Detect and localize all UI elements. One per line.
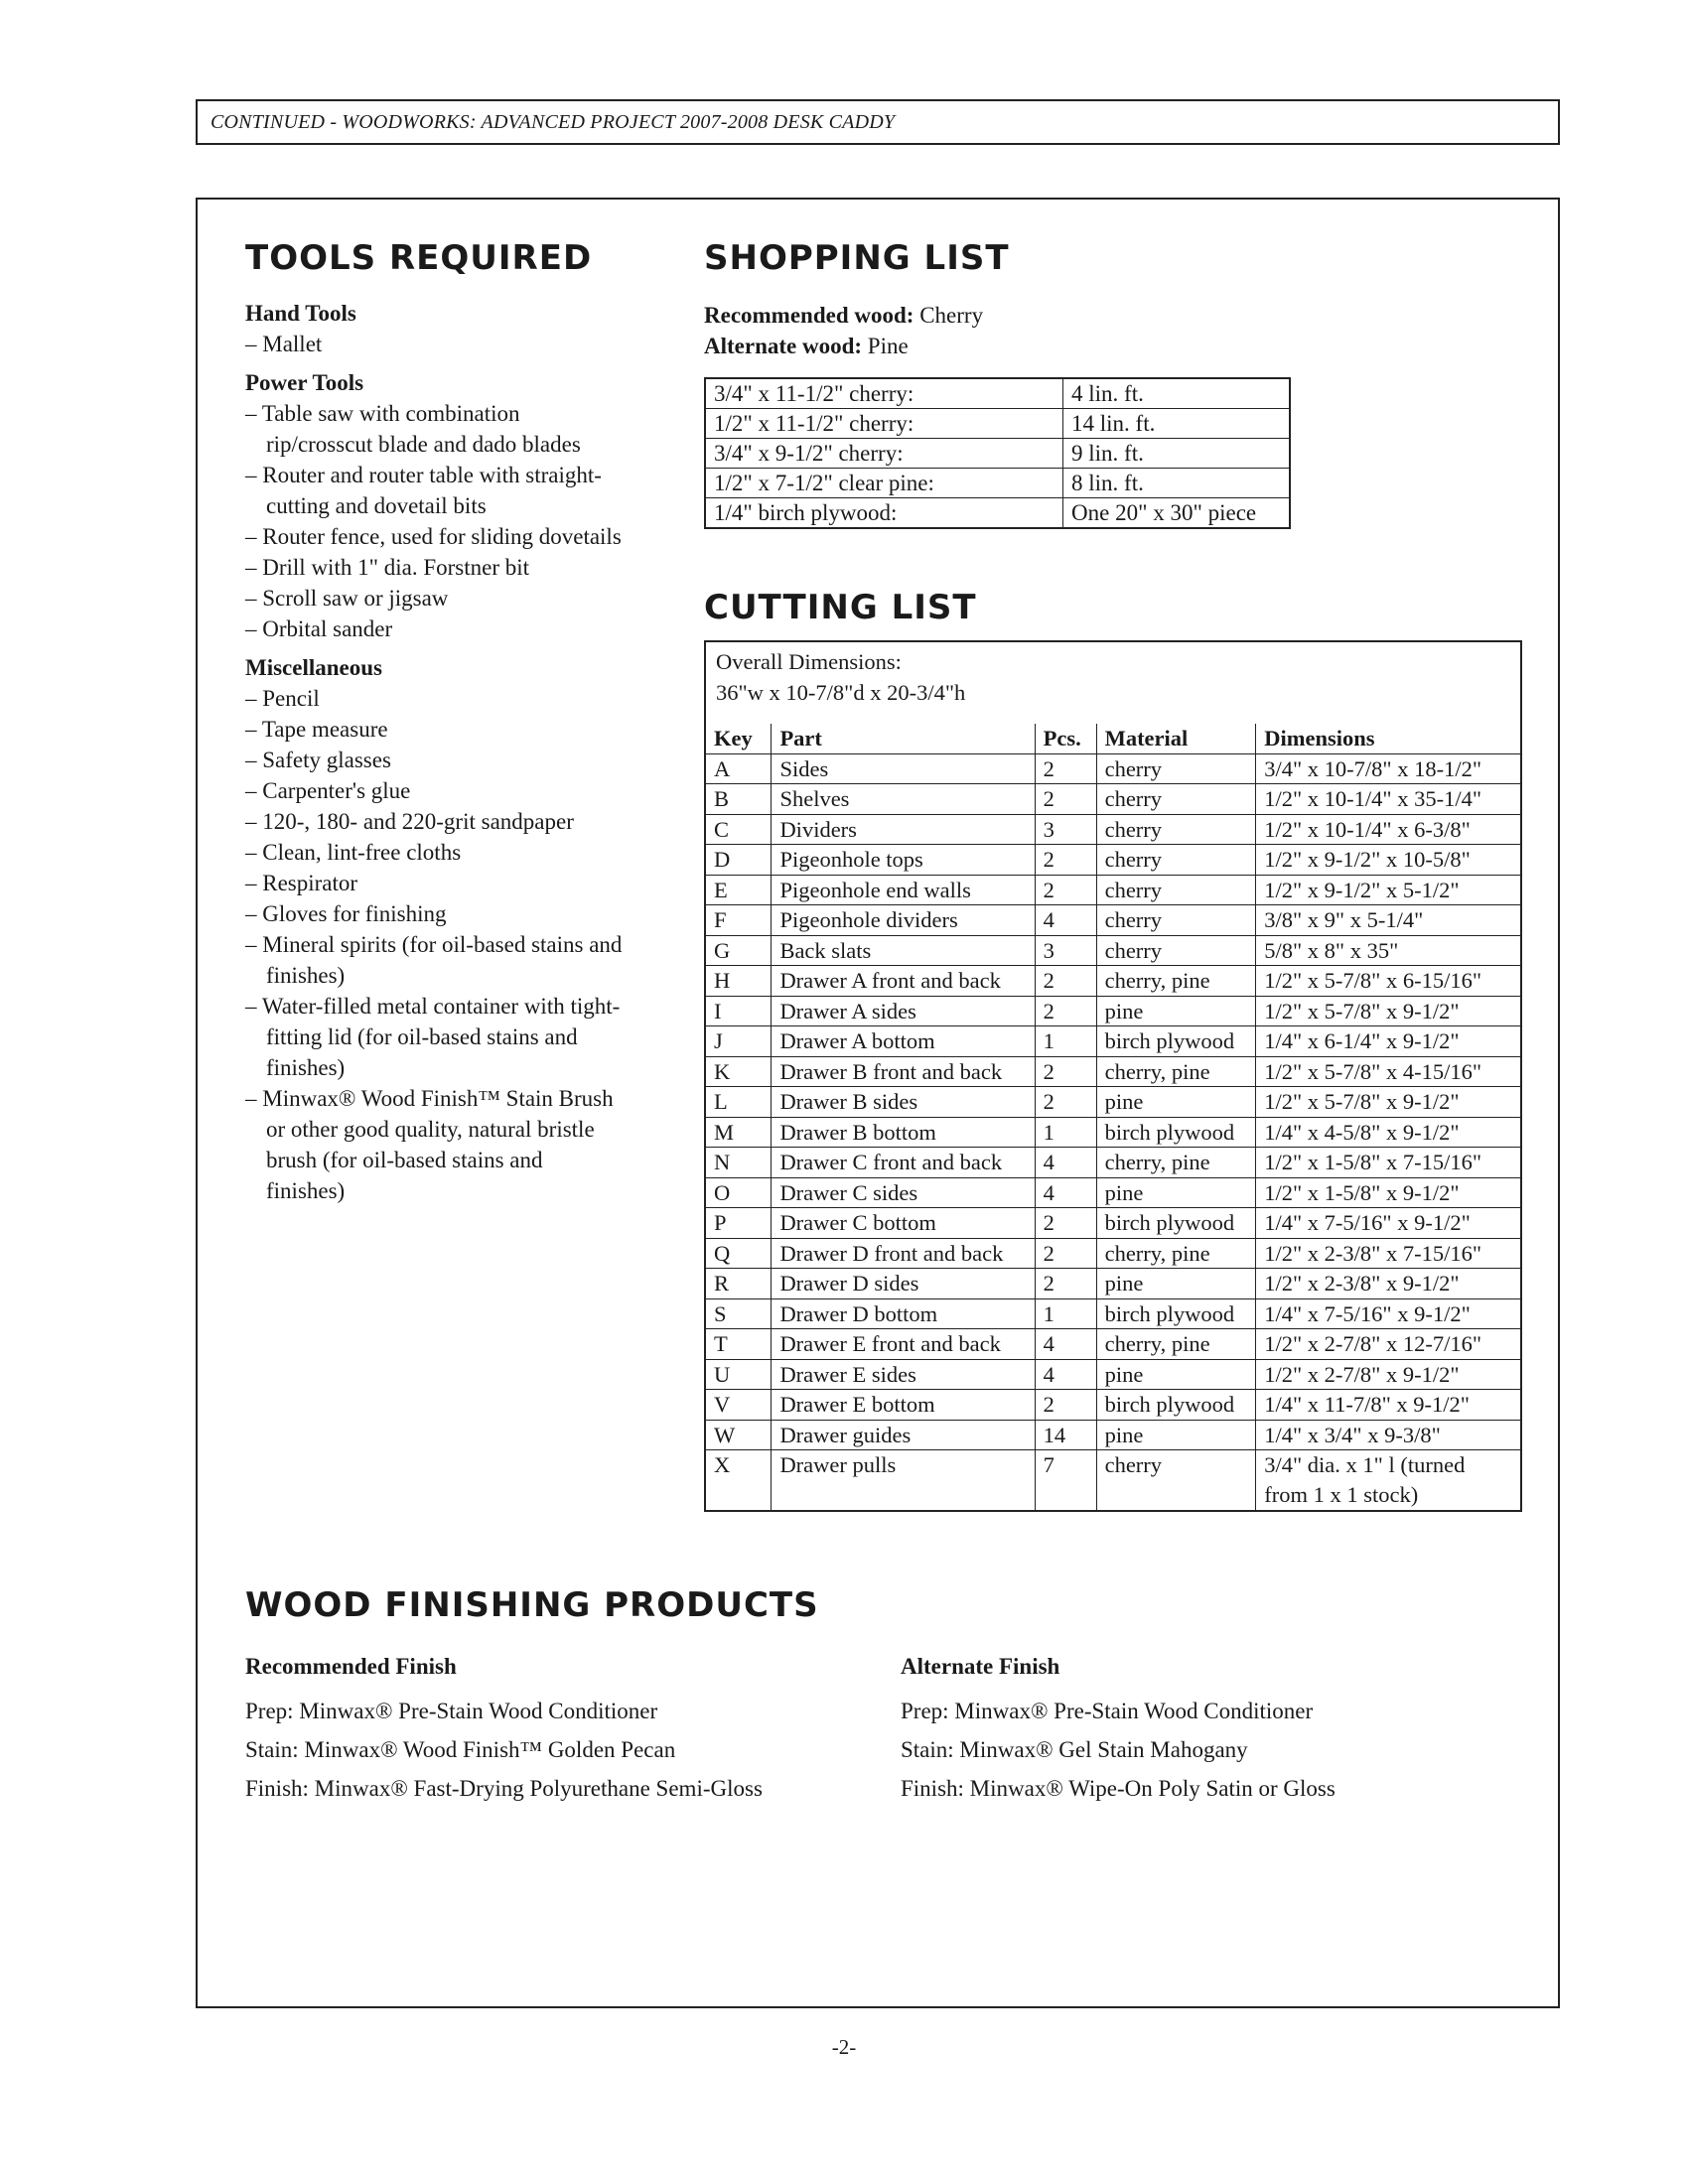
cut-part: Shelves xyxy=(772,784,1035,815)
header-bar xyxy=(196,99,1560,145)
cut-key: I xyxy=(705,996,772,1026)
shopping-item: 1/2" x 11-1/2" cherry: xyxy=(705,409,1063,439)
recommended-wood-label: Recommended wood: xyxy=(704,303,914,328)
shopping-item: 1/4" birch plywood: xyxy=(705,498,1063,529)
tools-group-list xyxy=(245,329,623,359)
cut-part: Drawer D front and back xyxy=(772,1238,1035,1269)
tool-item: – Router and router table with straight-cutting and dovetail bits xyxy=(245,460,623,521)
shopping-quantity: 8 lin. ft. xyxy=(1063,469,1291,498)
cut-key: C xyxy=(705,814,772,845)
cut-dimensions: 1/2" x 2-3/8" x 7-15/16" xyxy=(1256,1238,1521,1269)
cut-material: cherry xyxy=(1096,905,1256,936)
cut-key: D xyxy=(705,845,772,876)
tool-item: – Safety glasses xyxy=(245,745,623,775)
cut-part: Drawer B front and back xyxy=(772,1056,1035,1087)
cut-key: X xyxy=(705,1450,772,1512)
shopping-item: 1/2" x 7-1/2" clear pine: xyxy=(705,469,1063,498)
tool-item: – Minwax® Wood Finish™ Stain Brush or other good quality, natural bristle brush (for oil-based stains and finishes) xyxy=(245,1083,623,1206)
alternate-wood-value: Pine xyxy=(867,334,909,358)
recommended-prep: Prep: Minwax® Pre-Stain Wood Conditioner xyxy=(245,1699,658,1723)
recommended-wood-value: Cherry xyxy=(919,303,984,328)
recommended-stain: Stain: Minwax® Wood Finish™ Golden Pecan xyxy=(245,1737,676,1762)
cut-material: birch plywood xyxy=(1096,1026,1256,1057)
page-number: -2- xyxy=(831,2035,857,2059)
tool-item: – Table saw with combination rip/crosscut blade and dado blades xyxy=(245,398,623,460)
cut-key: A xyxy=(705,753,772,784)
cutting-row xyxy=(705,1148,1521,1178)
shopping-row xyxy=(705,439,1290,469)
cut-pcs: 2 xyxy=(1035,1238,1096,1269)
cutting-row xyxy=(705,1269,1521,1299)
cutting-row xyxy=(705,845,1521,876)
alternate-wood-label: Alternate wood: xyxy=(704,334,863,358)
cut-key: M xyxy=(705,1117,772,1148)
cut-part: Drawer E bottom xyxy=(772,1390,1035,1421)
col-material: Material xyxy=(1096,724,1256,753)
finishing-heading: WOOD FINISHING PRODUCTS xyxy=(245,1585,819,1625)
cut-dimensions: 5/8" x 8" x 35" xyxy=(1256,935,1521,966)
cut-dimensions: 1/2" x 1-5/8" x 7-15/16" xyxy=(1256,1148,1521,1178)
cut-pcs: 2 xyxy=(1035,784,1096,815)
tools-list xyxy=(245,298,623,1206)
cut-material: birch plywood xyxy=(1096,1298,1256,1329)
cutting-row xyxy=(705,1450,1521,1512)
cutting-heading: CUTTING LIST xyxy=(704,588,977,627)
cutting-row xyxy=(705,1420,1521,1450)
cut-pcs: 4 xyxy=(1035,1359,1096,1390)
cutting-row xyxy=(705,814,1521,845)
tools-group-list xyxy=(245,398,623,644)
cut-key: N xyxy=(705,1148,772,1178)
cut-dimensions: 1/2" x 5-7/8" x 6-15/16" xyxy=(1256,966,1521,997)
wood-selection xyxy=(704,300,983,361)
cut-dimensions: 3/4" dia. x 1" l (turned from 1 x 1 stock) xyxy=(1256,1450,1521,1512)
overall-dimensions xyxy=(705,641,1521,724)
cutting-row xyxy=(705,1056,1521,1087)
tools-group-list xyxy=(245,683,623,1206)
cut-part: Drawer A front and back xyxy=(772,966,1035,997)
cut-material: cherry xyxy=(1096,784,1256,815)
cut-dimensions: 1/2" x 5-7/8" x 4-15/16" xyxy=(1256,1056,1521,1087)
cut-key: G xyxy=(705,935,772,966)
cut-dimensions: 1/2" x 10-1/4" x 35-1/4" xyxy=(1256,784,1521,815)
cut-dimensions: 1/2" x 5-7/8" x 9-1/2" xyxy=(1256,1087,1521,1118)
cut-material: cherry xyxy=(1096,875,1256,905)
col-part: Part xyxy=(772,724,1035,753)
cut-pcs: 2 xyxy=(1035,1390,1096,1421)
tool-item: – Router fence, used for sliding dovetails xyxy=(245,521,623,552)
cut-material: cherry, pine xyxy=(1096,966,1256,997)
cutting-row xyxy=(705,1026,1521,1057)
tool-item: – Orbital sander xyxy=(245,614,623,644)
cut-dimensions: 1/2" x 5-7/8" x 9-1/2" xyxy=(1256,996,1521,1026)
cut-material: birch plywood xyxy=(1096,1208,1256,1239)
cut-material: cherry xyxy=(1096,814,1256,845)
alternate-finish-coat: Finish: Minwax® Wipe-On Poly Satin or Gloss xyxy=(901,1776,1336,1801)
tool-item: – Carpenter's glue xyxy=(245,775,623,806)
col-key: Key xyxy=(705,724,772,753)
tool-item: – Tape measure xyxy=(245,714,623,745)
cut-key: W xyxy=(705,1420,772,1450)
cut-pcs: 4 xyxy=(1035,1148,1096,1178)
cut-key: V xyxy=(705,1390,772,1421)
cutting-row xyxy=(705,753,1521,784)
cut-part: Pigeonhole dividers xyxy=(772,905,1035,936)
cut-key: S xyxy=(705,1298,772,1329)
cut-part: Drawer A bottom xyxy=(772,1026,1035,1057)
cut-material: cherry xyxy=(1096,935,1256,966)
cut-key: B xyxy=(705,784,772,815)
cutting-row xyxy=(705,996,1521,1026)
recommended-finish xyxy=(245,1652,763,1808)
cut-pcs: 7 xyxy=(1035,1450,1096,1512)
cut-material: pine xyxy=(1096,1269,1256,1299)
cut-pcs: 2 xyxy=(1035,996,1096,1026)
tool-item: – 120-, 180- and 220-grit sandpaper xyxy=(245,806,623,837)
cut-part: Drawer D sides xyxy=(772,1269,1035,1299)
tools-group-title: Miscellaneous xyxy=(245,655,382,680)
cut-pcs: 1 xyxy=(1035,1026,1096,1057)
cut-dimensions: 1/2" x 9-1/2" x 5-1/2" xyxy=(1256,875,1521,905)
col-dimensions: Dimensions xyxy=(1256,724,1521,753)
shopping-row xyxy=(705,498,1290,529)
cut-part: Back slats xyxy=(772,935,1035,966)
header-title: CONTINUED - WOODWORKS: ADVANCED PROJECT 2007-2008 DESK CADDY xyxy=(211,110,896,133)
tool-item: – Respirator xyxy=(245,868,623,898)
cut-pcs: 14 xyxy=(1035,1420,1096,1450)
shopping-heading: SHOPPING LIST xyxy=(704,238,1010,278)
cut-part: Drawer A sides xyxy=(772,996,1035,1026)
cut-key: J xyxy=(705,1026,772,1057)
cut-key: E xyxy=(705,875,772,905)
cutting-row xyxy=(705,1329,1521,1360)
shopping-row xyxy=(705,409,1290,439)
cut-material: birch plywood xyxy=(1096,1117,1256,1148)
cut-key: R xyxy=(705,1269,772,1299)
cutting-row xyxy=(705,935,1521,966)
cut-pcs: 4 xyxy=(1035,1329,1096,1360)
cut-key: P xyxy=(705,1208,772,1239)
recommended-finish-coat: Finish: Minwax® Fast-Drying Polyurethane Semi-Gloss xyxy=(245,1776,763,1801)
cut-pcs: 2 xyxy=(1035,966,1096,997)
cut-part: Drawer guides xyxy=(772,1420,1035,1450)
cut-material: cherry xyxy=(1096,753,1256,784)
cut-pcs: 2 xyxy=(1035,1056,1096,1087)
alternate-stain: Stain: Minwax® Gel Stain Mahogany xyxy=(901,1737,1248,1762)
alternate-finish xyxy=(901,1652,1336,1808)
cut-key: T xyxy=(705,1329,772,1360)
cut-pcs: 4 xyxy=(1035,1177,1096,1208)
tools-group-title: Hand Tools xyxy=(245,301,356,326)
cut-pcs: 2 xyxy=(1035,1087,1096,1118)
cut-part: Drawer C bottom xyxy=(772,1208,1035,1239)
cut-material: cherry, pine xyxy=(1096,1238,1256,1269)
cut-dimensions: 3/4" x 10-7/8" x 18-1/2" xyxy=(1256,753,1521,784)
cut-pcs: 2 xyxy=(1035,753,1096,784)
alternate-wood xyxy=(704,331,983,361)
cut-dimensions: 1/2" x 2-7/8" x 12-7/16" xyxy=(1256,1329,1521,1360)
cut-part: Drawer B bottom xyxy=(772,1117,1035,1148)
cut-dimensions: 1/4" x 7-5/16" x 9-1/2" xyxy=(1256,1208,1521,1239)
cut-material: pine xyxy=(1096,996,1256,1026)
cut-key: L xyxy=(705,1087,772,1118)
tool-item: – Water-filled metal container with tight-fitting lid (for oil-based stains and finishes) xyxy=(245,991,623,1083)
cut-pcs: 2 xyxy=(1035,875,1096,905)
cut-dimensions: 1/2" x 2-3/8" x 9-1/2" xyxy=(1256,1269,1521,1299)
cut-part: Drawer C sides xyxy=(772,1177,1035,1208)
overall-dimensions-label: Overall Dimensions: xyxy=(716,649,902,674)
cut-part: Drawer D bottom xyxy=(772,1298,1035,1329)
cutting-row xyxy=(705,966,1521,997)
shopping-item: 3/4" x 9-1/2" cherry: xyxy=(705,439,1063,469)
shopping-row xyxy=(705,378,1290,409)
col-pcs: Pcs. xyxy=(1035,724,1096,753)
cutting-row xyxy=(705,1238,1521,1269)
cutting-row xyxy=(705,1390,1521,1421)
tool-item: – Mineral spirits (for oil-based stains and finishes) xyxy=(245,929,623,991)
recommended-wood xyxy=(704,300,983,331)
cutting-row xyxy=(705,1177,1521,1208)
cut-material: cherry, pine xyxy=(1096,1148,1256,1178)
overall-dimensions-value: 36"w x 10-7/8"d x 20-3/4"h xyxy=(716,680,966,705)
cut-material: pine xyxy=(1096,1420,1256,1450)
cutting-row xyxy=(705,1117,1521,1148)
cut-part: Drawer B sides xyxy=(772,1087,1035,1118)
tool-item: – Mallet xyxy=(245,329,623,359)
cut-pcs: 1 xyxy=(1035,1117,1096,1148)
cut-material: cherry xyxy=(1096,845,1256,876)
cut-dimensions: 1/2" x 9-1/2" x 10-5/8" xyxy=(1256,845,1521,876)
cut-material: birch plywood xyxy=(1096,1390,1256,1421)
cut-pcs: 3 xyxy=(1035,814,1096,845)
cut-part: Pigeonhole end walls xyxy=(772,875,1035,905)
cut-part: Pigeonhole tops xyxy=(772,845,1035,876)
cut-pcs: 2 xyxy=(1035,1208,1096,1239)
shopping-quantity: 9 lin. ft. xyxy=(1063,439,1291,469)
cut-material: pine xyxy=(1096,1359,1256,1390)
cut-key: F xyxy=(705,905,772,936)
cut-dimensions: 1/4" x 3/4" x 9-3/8" xyxy=(1256,1420,1521,1450)
shopping-quantity: 14 lin. ft. xyxy=(1063,409,1291,439)
tools-heading: TOOLS REQUIRED xyxy=(245,238,593,278)
cutting-header-row xyxy=(705,724,1521,753)
alternate-prep: Prep: Minwax® Pre-Stain Wood Conditioner xyxy=(901,1699,1314,1723)
cut-part: Drawer pulls xyxy=(772,1450,1035,1512)
cutting-row xyxy=(705,1298,1521,1329)
cutting-row xyxy=(705,784,1521,815)
cut-dimensions: 1/4" x 11-7/8" x 9-1/2" xyxy=(1256,1390,1521,1421)
cut-pcs: 1 xyxy=(1035,1298,1096,1329)
cut-pcs: 2 xyxy=(1035,1269,1096,1299)
cut-material: cherry, pine xyxy=(1096,1056,1256,1087)
cut-pcs: 2 xyxy=(1035,845,1096,876)
shopping-quantity: One 20" x 30" piece xyxy=(1063,498,1291,529)
cut-part: Dividers xyxy=(772,814,1035,845)
alternate-finish-title: Alternate Finish xyxy=(901,1654,1060,1679)
tool-item: – Clean, lint-free cloths xyxy=(245,837,623,868)
cut-key: K xyxy=(705,1056,772,1087)
tool-item: – Pencil xyxy=(245,683,623,714)
cutting-row xyxy=(705,875,1521,905)
cutting-row xyxy=(705,1208,1521,1239)
cut-part: Drawer E sides xyxy=(772,1359,1035,1390)
cut-part: Drawer C front and back xyxy=(772,1148,1035,1178)
cut-dimensions: 1/4" x 6-1/4" x 9-1/2" xyxy=(1256,1026,1521,1057)
cutting-row xyxy=(705,1359,1521,1390)
shopping-quantity: 4 lin. ft. xyxy=(1063,378,1291,409)
cut-key: O xyxy=(705,1177,772,1208)
cut-dimensions: 1/2" x 10-1/4" x 6-3/8" xyxy=(1256,814,1521,845)
cutting-row xyxy=(705,905,1521,936)
cut-pcs: 4 xyxy=(1035,905,1096,936)
cut-dimensions: 1/2" x 2-7/8" x 9-1/2" xyxy=(1256,1359,1521,1390)
tool-item: – Drill with 1" dia. Forstner bit xyxy=(245,552,623,583)
cutting-row xyxy=(705,1087,1521,1118)
cut-pcs: 3 xyxy=(1035,935,1096,966)
cut-part: Sides xyxy=(772,753,1035,784)
cut-material: pine xyxy=(1096,1177,1256,1208)
cut-dimensions: 3/8" x 9" x 5-1/4" xyxy=(1256,905,1521,936)
tool-item: – Gloves for finishing xyxy=(245,898,623,929)
cut-dimensions: 1/4" x 4-5/8" x 9-1/2" xyxy=(1256,1117,1521,1148)
tool-item: – Scroll saw or jigsaw xyxy=(245,583,623,614)
shopping-item: 3/4" x 11-1/2" cherry: xyxy=(705,378,1063,409)
cut-key: H xyxy=(705,966,772,997)
tools-group-title: Power Tools xyxy=(245,370,364,395)
recommended-finish-title: Recommended Finish xyxy=(245,1654,457,1679)
cut-dimensions: 1/2" x 1-5/8" x 9-1/2" xyxy=(1256,1177,1521,1208)
cut-key: U xyxy=(705,1359,772,1390)
cut-part: Drawer E front and back xyxy=(772,1329,1035,1360)
cutting-table xyxy=(704,640,1522,1512)
cut-material: pine xyxy=(1096,1087,1256,1118)
shopping-row xyxy=(705,469,1290,498)
cut-key: Q xyxy=(705,1238,772,1269)
cut-material: cherry xyxy=(1096,1450,1256,1512)
shopping-table xyxy=(704,377,1291,529)
cut-dimensions: 1/4" x 7-5/16" x 9-1/2" xyxy=(1256,1298,1521,1329)
cut-material: cherry, pine xyxy=(1096,1329,1256,1360)
